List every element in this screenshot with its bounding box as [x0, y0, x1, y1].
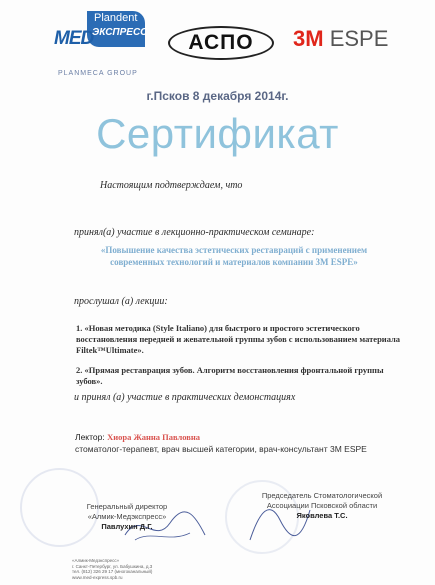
lector-description: стоматолог-терапевт, врач высшей категории, врач-консультант 3М ESPE — [75, 444, 367, 454]
lector-line — [75, 432, 200, 442]
listened-text: прослушал (а) лекции: — [74, 296, 168, 307]
footer-line: тел. (812) 326 29 17 (многоканальный) — [72, 569, 153, 574]
lector-name: Хиора Жанна Павловна — [107, 432, 200, 442]
3m-text: 3M — [293, 26, 324, 51]
med-express-logo — [54, 6, 164, 76]
signature-left-name: Павлухин Д.Г. — [101, 522, 153, 531]
signature-right-name: Яковлева Т.С. — [296, 511, 348, 520]
footer-address — [72, 558, 162, 580]
signature-right-title: Председатель Стоматологической — [261, 491, 383, 500]
signature-left-org: «Алмик-Медэкспресс» — [87, 512, 167, 521]
signature-right-org: Ассоциации Псковской области — [266, 501, 378, 510]
3m-espe-logo — [293, 26, 388, 52]
confirm-text: Настоящим подтверждаем, что — [100, 180, 243, 191]
footer-line: г. Санкт-Петербург, ул. Бабушкина, д.3 — [72, 563, 153, 569]
participated-text: принял(а) участие в лекционно-практическом семинаре: — [74, 227, 315, 238]
aspo-text: АСПО — [188, 31, 254, 54]
certificate-date: г.Псков 8 декабря 2014г. — [146, 89, 289, 103]
planmeca-text: PLANMECA GROUP — [58, 70, 138, 77]
med-logo-mark: MED — [54, 28, 94, 49]
aspo-logo — [168, 26, 274, 60]
signature-right — [257, 491, 387, 521]
signature-left-title: Генеральный директор — [86, 502, 168, 511]
espe-text: ESPE — [329, 26, 389, 51]
ekspress-text: ЭКСПРЕСС — [92, 27, 148, 38]
practical-text: и принял (а) участие в практических демонстациях — [74, 392, 296, 403]
footer-link: www.med-express.spb.ru — [72, 574, 123, 580]
certificate-title: Сертификат — [96, 110, 339, 157]
lector-label: Лектор: — [75, 432, 105, 442]
signature-left — [68, 502, 186, 532]
lecture-list — [76, 323, 406, 396]
lecture-item: 1. «Новая методика (Style Italiano) для быстрого и простого эстетического восстановления передней и жевательной группы зубов с использованием материала Filtek™Ultimate». — [76, 323, 401, 355]
footer-line: «Алмик-Медэкспресс» — [72, 558, 120, 563]
seminar-title: «Повышение качества эстетических реставраций с применением современных технологий и материалов компании 3М ESPE» — [100, 245, 368, 267]
lecture-item: 2. «Прямая реставрация зубов. Алгоритм восстановления фронтальной группы зубов». — [76, 365, 384, 386]
plandent-text: Plandent — [94, 12, 138, 24]
